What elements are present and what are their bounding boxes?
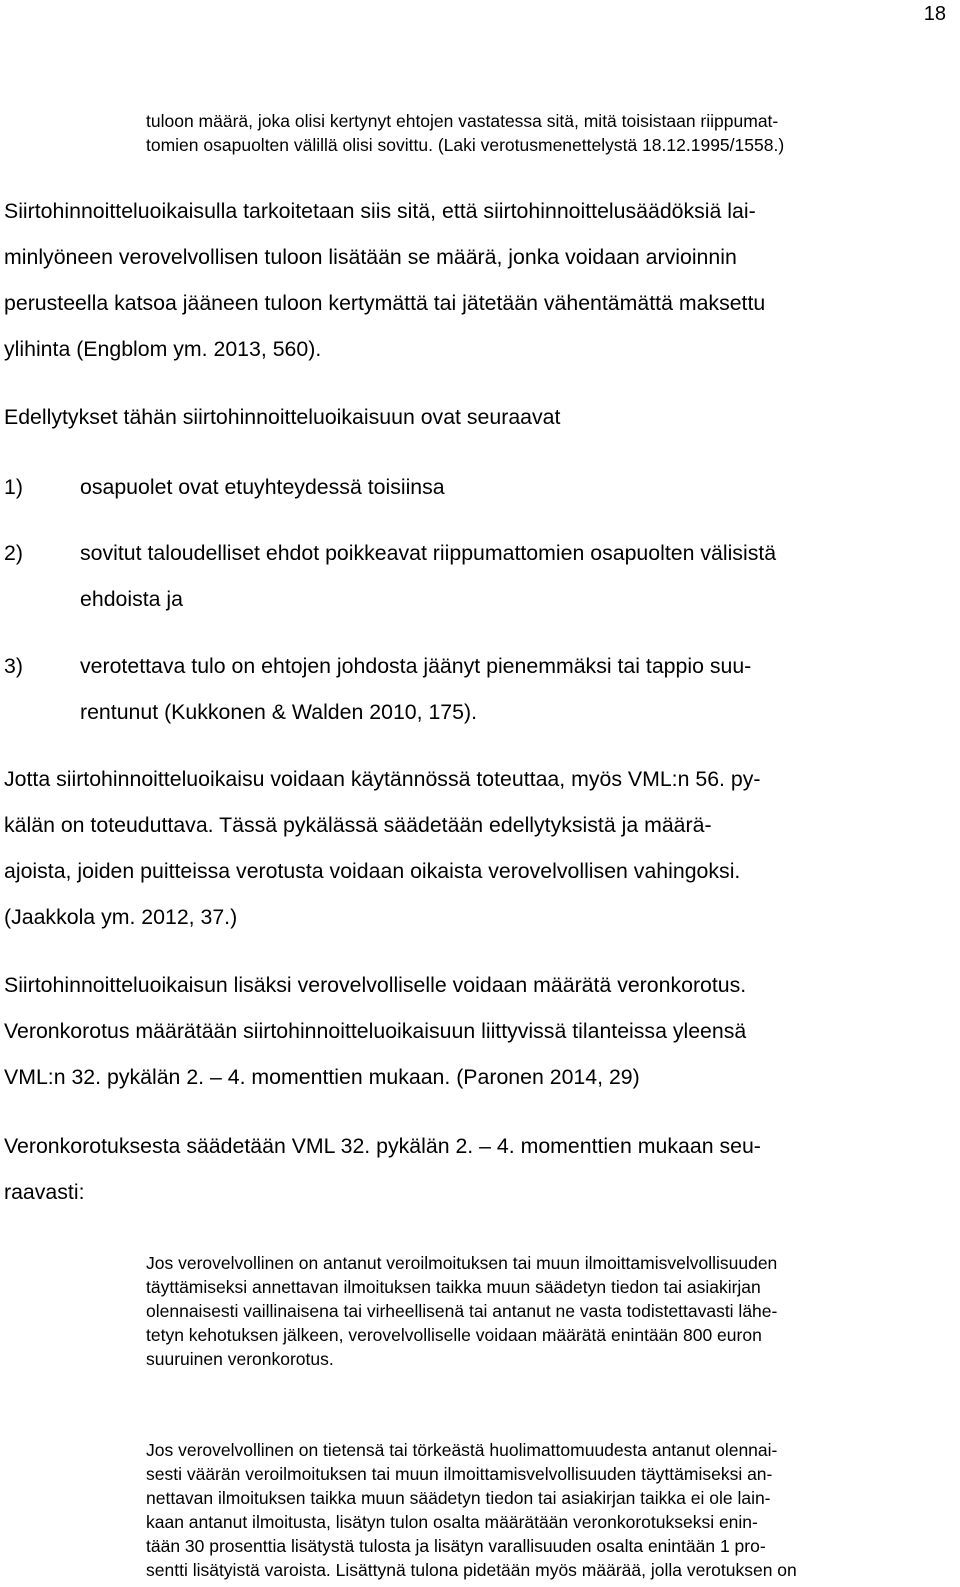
quote-line: sesti väärän veroilmoituksen tai muun ilmoittamisvelvollisuuden täyttämiseksi an-	[146, 1464, 773, 1484]
quote-line: olennaisesti vaillinaisena tai virheellisenä tai antanut ne vasta todistettavasti lähe-	[146, 1301, 778, 1321]
quote-line: tään 30 prosenttia lisätystä tulosta ja lisätyn varallisuuden osalta enintään 1 pro-	[146, 1536, 766, 1556]
quote-line: Jos verovelvollinen on tietensä tai törkeästä huolimattomuudesta antanut olennai-	[146, 1440, 778, 1460]
paragraph-1	[4, 188, 950, 372]
quote-line: tuloon määrä, joka olisi kertynyt ehtojen vastatessa sitä, mitä toisistaan riippumat-	[146, 111, 779, 131]
condition-line: rentunut (Kukkonen & Walden 2010, 175).	[80, 700, 478, 724]
quote-line: nettavan ilmoituksen taikka muun säädetyn tiedon tai asiakirjan taikka ei ole lain-	[146, 1488, 771, 1508]
quote-line: sentti lisätyistä varoista. Lisättynä tulona pidetään myös määrää, jolla verotuksen on	[146, 1560, 797, 1580]
law-quote-2	[146, 1438, 946, 1582]
quote-line: suuruinen veronkorotus.	[146, 1349, 334, 1369]
paragraph-4	[4, 962, 950, 1100]
paragraph-line: Jotta siirtohinnoitteluoikaisu voidaan käytännössä toteuttaa, myös VML:n 56. py-	[4, 767, 761, 791]
paragraph-line: perusteella katsoa jääneen tuloon kertymättä tai jätetään vähentämättä maksettu	[4, 291, 766, 315]
condition-line: osapuolet ovat etuyhteydessä toisiinsa	[80, 475, 445, 499]
quote-line: kaan antanut ilmoitusta, lisätyn tulon osalta määrätään veronkorotukseksi enin-	[146, 1512, 758, 1532]
page-number: 18	[923, 3, 946, 25]
paragraph-line: Siirtohinnoitteluoikaisulla tarkoitetaan siis sitä, että siirtohinnoittelusäädöksiä lai-	[4, 199, 756, 223]
condition-line: ehdoista ja	[80, 587, 184, 611]
law-quote-1	[146, 1251, 946, 1371]
paragraph-2	[4, 394, 950, 440]
quote-line: täyttämiseksi annettavan ilmoituksen taikka muun säädetyn tiedon tai asiakirjan	[146, 1277, 761, 1297]
paragraph-line: raavasti:	[4, 1180, 85, 1204]
paragraph-line: ajoista, joiden puitteissa verotusta voidaan oikaista verovelvollisen vahingoksi.	[4, 859, 741, 883]
paragraph-line: ylihinta (Engblom ym. 2013, 560).	[4, 337, 322, 361]
paragraph-line: kälän on toteuduttava. Tässä pykälässä säädetään edellytyksistä ja määrä-	[4, 813, 712, 837]
condition-number: 3)	[4, 654, 23, 678]
paragraph-line: VML:n 32. pykälän 2. – 4. momenttien mukaan. (Paronen 2014, 29)	[4, 1065, 640, 1089]
quote-line: Jos verovelvollinen on antanut veroilmoituksen tai muun ilmoittamisvelvollisuuden	[146, 1253, 778, 1273]
paragraph-line: Edellytykset tähän siirtohinnoitteluoikaisuun ovat seuraavat	[4, 405, 561, 429]
paragraph-3	[4, 756, 950, 940]
paragraph-line: Siirtohinnoitteluoikaisun lisäksi verovelvolliselle voidaan määrätä veronkorotus.	[4, 973, 747, 997]
paragraph-line: minlyöneen verovelvollisen tuloon lisätään se määrä, jonka voidaan arvioinnin	[4, 245, 737, 269]
condition-line: sovitut taloudelliset ehdot poikkeavat riippumattomien osapuolten välisistä	[80, 541, 777, 565]
paragraph-line: Veronkorotus määrätään siirtohinnoitteluoikaisuun liittyvissä tilanteissa yleensä	[4, 1019, 747, 1043]
quote-top	[146, 109, 946, 157]
condition-line: verotettava tulo on ehtojen johdosta jäänyt pienemmäksi tai tappio suu-	[80, 654, 752, 678]
paragraph-5	[4, 1123, 950, 1215]
condition-number: 2)	[4, 541, 23, 565]
quote-line: tetyn kehotuksen jälkeen, verovelvolliselle voidaan määrätä enintään 800 euron	[146, 1325, 762, 1345]
paragraph-line: Veronkorotuksesta säädetään VML 32. pykälän 2. – 4. momenttien mukaan seu-	[4, 1134, 761, 1158]
condition-number: 1)	[4, 475, 23, 499]
quote-line: tomien osapuolten välillä olisi sovittu. (Laki verotusmenettelystä 18.12.1995/1558.)	[146, 135, 785, 155]
paragraph-line: (Jaakkola ym. 2012, 37.)	[4, 905, 238, 929]
